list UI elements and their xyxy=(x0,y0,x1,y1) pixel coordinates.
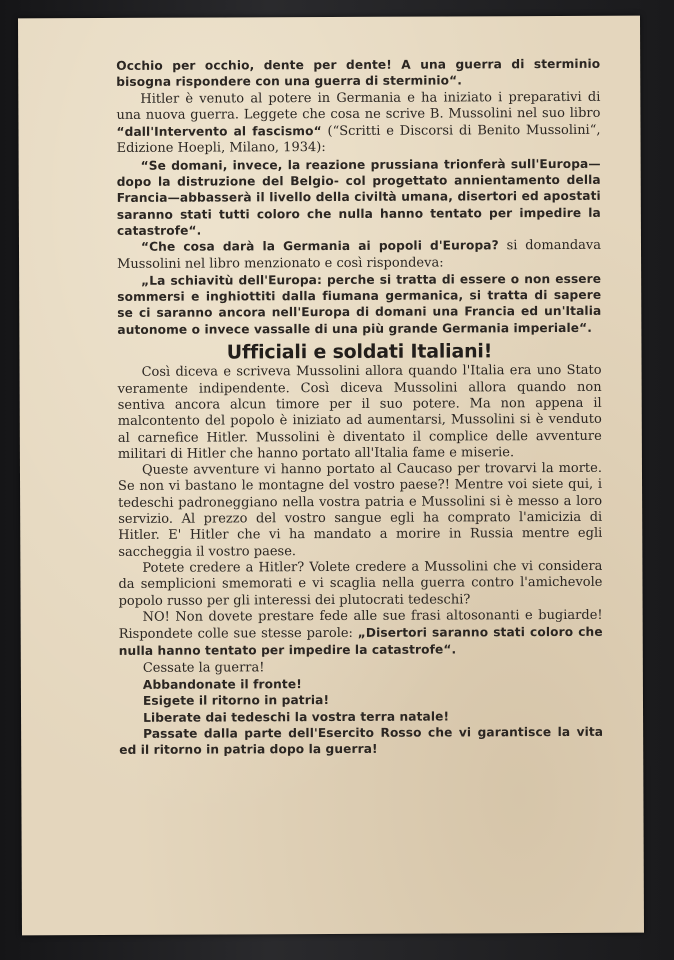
leaflet-sheet xyxy=(18,16,644,936)
paragraph-no-faith xyxy=(119,608,603,661)
book-citation: (“Scritti e Discorsi di Benito Mussolini“, Edizione Hoepli, Milano, 1934): xyxy=(116,123,601,157)
quote-slavery-europe: „La schiavitù dell'Europa: perche si tratta di essere o non essere sommersi e inghiottiti dalla fiumana germanica, si tratta di sapere se ci saranno ancora nell'Europa di domani una Francia ed un'Italia autonome o invece vassalle di una più grande Germania imperiale“. xyxy=(117,271,602,337)
question-continuation: si domandava Mussolini nel libro menzionato e così rispondeva: xyxy=(117,238,602,272)
paragraph-no-faith-text: NO! Non dovete prestare fede alle sue frasi altosonanti e bugiarde! Rispondete colle sue stesse parole: xyxy=(118,607,603,643)
paragraph-hitler-power xyxy=(116,89,600,157)
appeal-abandon-front: Abbandonate il fronte! xyxy=(142,677,302,692)
paragraph-hitler-power-text: Hitler è venuto al potere in Germania e ha iniziato i preparativi di una nuova guerra. Leggete che cosa ne scrive B. Mussolini nel suo libro xyxy=(116,89,601,123)
leaflet-text xyxy=(116,56,603,759)
appeal-stop-war: Cessate la guerra! xyxy=(142,659,265,676)
appeal-liberate-land: Liberate dai tedeschi la vostra terra natale! xyxy=(143,709,450,725)
book-title: “dall'Intervento al fascismo“ xyxy=(116,124,322,140)
question-text: “Che cosa darà la Germania ai popoli d'Europa? xyxy=(140,238,499,255)
intro-paragraph: Occhio per occhio, dente per dente! A una guerra di sterminio bisogna rispondere con una guerra di sterminio“. xyxy=(116,56,601,90)
appeal-join-red-army: Passate dalla parte dell'Esercito Rosso che vi garantisce la vita ed il ritorno in patria dopo la guerra! xyxy=(119,724,604,758)
appeal-demand-return: Esigete il ritorno in patria! xyxy=(142,693,330,709)
leaflet-heading: Ufficiali e soldati Italiani! xyxy=(226,340,493,364)
closing-appeals xyxy=(119,659,603,759)
quote-prussian-reaction: “Se domani, invece, la reazione prussiana trionferà sull'Europa—dopo la distruzione del Belgio- col progettato annientamento della Francia—abbasserà il livello della civiltà umana, disertori ed apostati saranno stati tutti coloro che nulla hanno tentato per impedire la catastrofe“. xyxy=(116,156,601,238)
paragraph-caucasus: Queste avventure vi hanno portato al Caucaso per trovarvi la morte. Se non vi bastano le montagne del vostro paese?! Mentre voi siete qui, i tedeschi padroneggiano nella vostra patria e Mussolini si è messo a loro servizio. Al prezzo del vostro sangue egli ha comprato l'amicizia di Hitler. E' Hitler che vi ha mandato a morire in Russia mentre egli saccheggia il vostro paese. xyxy=(118,460,603,560)
paragraph-mussolini-said: Così diceva e scriveva Mussolini allora quando l'Italia era uno Stato veramente indipendente. Così diceva Mussolini allora quando non sentiva ancora alcun timore per il suo potere. Ma non appena il malcontento del popolo è iniziato ad aumentarsi, Mussolini si è venduto al carnefice Hitler. Mussolini è diventato il complice delle avventure militari di Hitler che hanno portato all'Italia fame e miserie. xyxy=(117,363,602,462)
deserters-quote: „Disertori saranno stati coloro che nulla hanno tentato per impedire la catastrofe“. xyxy=(118,624,603,659)
paragraph-question xyxy=(117,237,601,273)
paragraph-believe-hitler: Potete credere a Hitler? Volete credere a Mussolini che vi considera da semplicioni smemorati e vi scaglia nella guerra contro l'amichevole popolo russo per gli interessi dei plutocrati tedeschi? xyxy=(118,558,603,609)
